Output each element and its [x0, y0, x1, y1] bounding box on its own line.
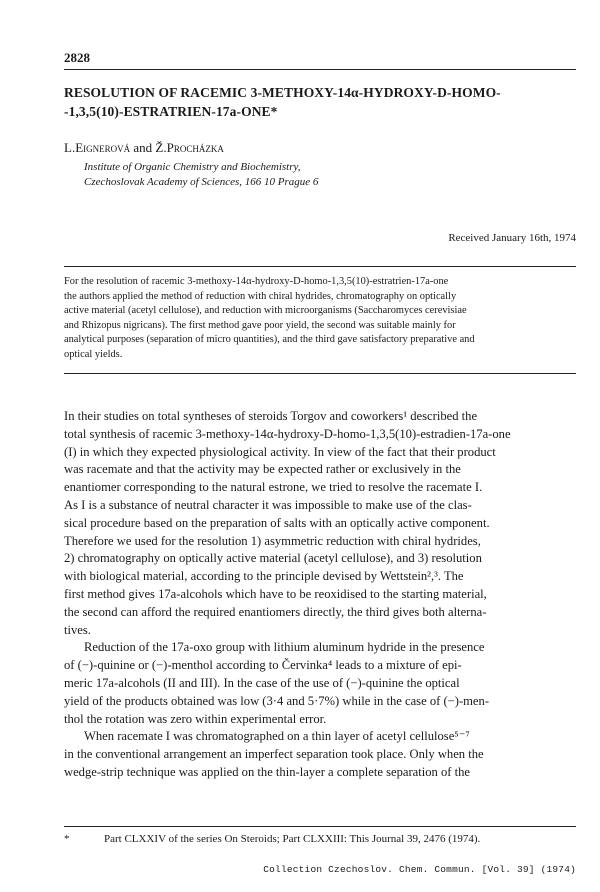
- body-line: sical procedure based on the preparation of salts with an optically active component.: [64, 515, 490, 530]
- author-name: L.Eignerová: [64, 140, 131, 155]
- footnote-marker: *: [64, 833, 70, 845]
- author-conjunction: and: [130, 140, 156, 155]
- article-title: [64, 83, 576, 121]
- body-line: tives.: [64, 622, 91, 637]
- title-line: -1,3,5(10)-ESTRATRIEN-17a-ONE*: [64, 104, 278, 119]
- abstract: [64, 275, 576, 362]
- body-line: enantiomer corresponding to the natural estrone, we tried to resolve the racemate I.: [64, 480, 483, 495]
- affiliation-line: Institute of Organic Chemistry and Biochemistry,: [84, 161, 301, 173]
- author-list: [64, 140, 224, 156]
- footnote: [64, 833, 576, 845]
- title-line: RESOLUTION OF RACEMIC 3-METHOXY-14α-HYDROXY-D-HOMO-: [64, 85, 501, 100]
- body-line: total synthesis of racemic 3-methoxy-14α-hydroxy-D-homo-1,3,5(10)-estradien-17a-one: [64, 426, 511, 441]
- affiliation: [84, 160, 318, 190]
- body-line: When racemate I was chromatographed on a thin layer of acetyl cellulose⁵⁻⁷: [84, 729, 470, 744]
- abstract-line: active material (acetyl cellulose), and reduction with microorganisms (Saccharomyces cerevisiae: [64, 305, 467, 316]
- affiliation-line: Czechoslovak Academy of Sciences, 166 10 Prague 6: [84, 176, 319, 188]
- journal-footer: Collection Czechoslov. Chem. Commun. [Vol. 39] (1974): [263, 864, 576, 875]
- header-rule: [64, 69, 576, 70]
- body-line: Therefore we used for the resolution 1) asymmetric reduction with chiral hydrides,: [64, 533, 481, 548]
- body-text: [64, 408, 576, 782]
- abstract-top-rule: [64, 266, 576, 267]
- footnote-text: Part CLXXIV of the series On Steroids; Part CLXXIII: This Journal 39, 2476 (1974).: [104, 833, 481, 845]
- abstract-bottom-rule: [64, 373, 576, 374]
- body-line: of (−)-quinine or (−)-menthol according to Červinka⁴ leads to a mixture of epi-: [64, 658, 462, 673]
- received-date: Received January 16th, 1974: [448, 232, 576, 244]
- body-line: As I is a substance of neutral character it was impossible to make use of the clas-: [64, 497, 472, 512]
- body-line: (I) in which they expected physiological activity. In view of the fact that their product: [64, 444, 496, 459]
- body-line: In their studies on total syntheses of steroids Torgov and coworkers¹ described the: [64, 409, 478, 423]
- body-line: was racemate and that the activity may be expected rather or exclusively in the: [64, 462, 461, 477]
- body-line: meric 17a-alcohols (II and III). In the case of the use of (−)-quinine the optical: [64, 675, 460, 690]
- body-line: first method gives 17a-alcohols which have to be reoxidised to the starting material,: [64, 586, 487, 601]
- body-line: 2) chromatography on optically active material (acetyl cellulose), and 3) resolution: [64, 551, 482, 566]
- body-line: with biological material, according to the principle devised by Wettstein²,³. The: [64, 569, 464, 584]
- page-number: 2828: [64, 50, 90, 65]
- body-line: in the conventional arrangement an imperfect separation took place. Only when the: [64, 747, 484, 762]
- author-name: Ž.Procházka: [155, 140, 224, 155]
- abstract-line: the authors applied the method of reduction with chiral hydrides, chromatography on optically: [64, 290, 457, 302]
- abstract-line: analytical purposes (separation of micro quantities), and the third gave satisfactory preparative and: [64, 334, 475, 345]
- body-line: wedge-strip technique was applied on the thin-layer a complete separation of the: [64, 764, 471, 779]
- body-line: thol the rotation was zero within experimental error.: [64, 711, 327, 726]
- abstract-line: and Rhizopus nigricans). The first method gave poor yield, the second was suitable mainly for: [64, 319, 456, 331]
- body-line: yield of the products obtained was low (3·4 and 5·7%) while in the case of (−)-men-: [64, 693, 490, 708]
- footnote-rule: [64, 826, 576, 827]
- body-line: Reduction of the 17a-oxo group with lithium aluminum hydride in the presence: [84, 640, 485, 655]
- body-line: the second can afford the required enantiomers directly, the third gives both alterna-: [64, 604, 487, 619]
- abstract-line: For the resolution of racemic 3-methoxy-14α-hydroxy-D-homo-1,3,5(10)-estratrien-17a-one: [64, 276, 449, 287]
- abstract-line: optical yields.: [64, 348, 123, 360]
